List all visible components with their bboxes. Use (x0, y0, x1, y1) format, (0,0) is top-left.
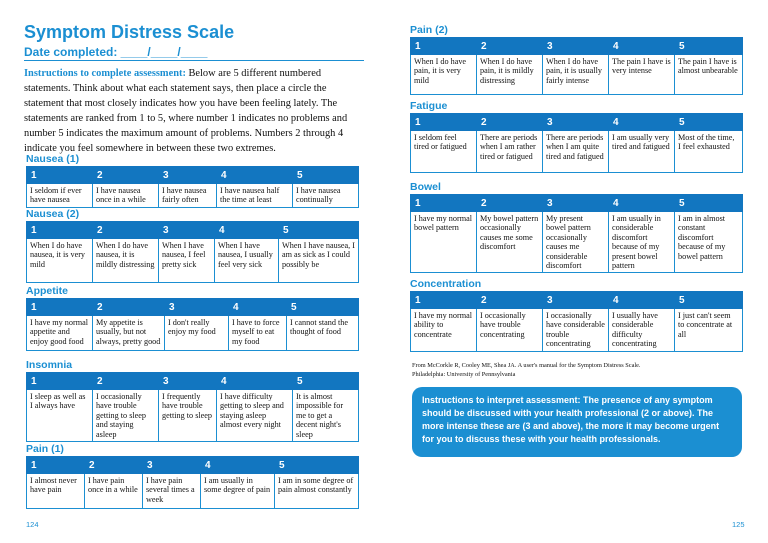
number-header-row (27, 167, 359, 184)
rating-number: 5 (275, 457, 359, 474)
statement-row (411, 131, 743, 173)
rating-number: 1 (411, 195, 477, 212)
statement-option[interactable]: Most of the time, I feel exhausted (675, 131, 743, 173)
page-number: 124 (26, 520, 39, 529)
statement-option[interactable]: When I do have nausea, it is very mild (27, 239, 93, 283)
statement-option[interactable]: I have to force myself to eat my food (229, 316, 287, 351)
rating-number: 5 (675, 292, 743, 309)
statement-option[interactable]: I almost never have pain (27, 474, 85, 509)
rating-table (26, 298, 359, 351)
statement-option[interactable]: There are periods when I am quite tired and fatigued (543, 131, 609, 173)
statement-option[interactable]: I am in some degree of pain almost constantly (275, 474, 359, 509)
rating-number: 4 (201, 457, 275, 474)
section-title: Pain (1) (26, 443, 64, 455)
rating-number: 2 (93, 167, 159, 184)
rating-number: 5 (287, 299, 359, 316)
statement-option[interactable]: I am usually very tired and fatigued (609, 131, 675, 173)
rating-number: 5 (675, 38, 743, 55)
section-title: Bowel (410, 181, 441, 193)
rating-number: 3 (543, 195, 609, 212)
rating-table (26, 166, 359, 208)
rating-number: 4 (609, 195, 675, 212)
section-insomnia (26, 359, 359, 442)
title-divider (24, 60, 364, 61)
statement-option[interactable]: I seldom if ever have nausea (27, 184, 93, 208)
citation-line: From McCorkle R, Cooley ME, Shea JA. A user's manual for the Symptom Distress Scale. (412, 362, 641, 369)
statement-option[interactable]: I don't really enjoy my food (165, 316, 229, 351)
rating-number: 4 (609, 38, 675, 55)
rating-number: 5 (675, 195, 743, 212)
statement-option[interactable]: I cannot stand the thought of food (287, 316, 359, 351)
statement-row (411, 212, 743, 273)
rating-number: 2 (477, 38, 543, 55)
statement-option[interactable]: The pain I have is very intense (609, 55, 675, 95)
statement-option[interactable]: The pain I have is almost unbearable (675, 55, 743, 95)
section-title: Pain (2) (410, 24, 448, 36)
statement-option[interactable]: When I do have pain, it is usually fairly intense (543, 55, 609, 95)
rating-number: 3 (143, 457, 201, 474)
rating-number: 3 (159, 167, 217, 184)
statement-option[interactable]: I usually have considerable difficulty concentrating (609, 309, 675, 352)
rating-number: 2 (93, 299, 165, 316)
rating-number: 4 (217, 373, 293, 390)
instructions-paragraph (24, 66, 364, 156)
statement-row (27, 390, 359, 442)
statement-option[interactable]: I occasionally have trouble concentrating (477, 309, 543, 352)
statement-row (27, 239, 359, 283)
citation-line: Philadelphia: University of Pennsylvania (412, 371, 516, 378)
section-pain-1 (26, 443, 359, 509)
statement-option[interactable]: I have pain several times a week (143, 474, 201, 509)
number-header-row (411, 114, 743, 131)
rating-number: 2 (477, 195, 543, 212)
rating-number: 4 (609, 292, 675, 309)
section-nausea-2 (26, 208, 359, 283)
rating-number: 2 (93, 373, 159, 390)
rating-number: 2 (93, 222, 159, 239)
rating-number: 4 (609, 114, 675, 131)
number-header-row (411, 38, 743, 55)
interpretation-box: Instructions to interpret assessment: The presence of any symptom should be discussed with your health professional (2 or above). The more intense these are (3 and above), the more it may become urgent for you to discuss these with your health professionals. (412, 387, 742, 457)
rating-number: 2 (477, 114, 543, 131)
page-number: 125 (732, 520, 745, 529)
statement-row (27, 316, 359, 351)
statement-option[interactable]: I am usually in considerable discomfort because of my present bowel pattern (609, 212, 675, 273)
section-appetite (26, 285, 359, 351)
statement-option[interactable]: I am in almost constant discomfort because of my bowel pattern (675, 212, 743, 273)
statement-row (27, 474, 359, 509)
rating-number: 1 (27, 167, 93, 184)
statement-option[interactable]: I occasionally have considerable trouble concentrating (543, 309, 609, 352)
statement-option[interactable]: My bowel pattern occasionally causes me some discomfort (477, 212, 543, 273)
statement-option[interactable]: I frequently have trouble getting to sleep (159, 390, 217, 442)
statement-option[interactable]: When I do have pain, it is mildly distressing (477, 55, 543, 95)
statement-option[interactable]: I have nausea half the time at least (217, 184, 293, 208)
statement-row (411, 309, 743, 352)
source-citation (412, 361, 742, 379)
number-header-row (411, 195, 743, 212)
rating-number: 1 (411, 38, 477, 55)
rating-number: 5 (293, 167, 359, 184)
page-title: Symptom Distress Scale (24, 22, 235, 42)
rating-number: 4 (217, 167, 293, 184)
rating-number: 1 (27, 299, 93, 316)
statement-option[interactable]: When I have nausea, I am as sick as I could possibly be (279, 239, 359, 283)
rating-number: 1 (411, 114, 477, 131)
rating-number: 1 (411, 292, 477, 309)
rating-table (410, 194, 743, 273)
statement-row (27, 184, 359, 208)
rating-number: 3 (159, 373, 217, 390)
statement-option[interactable]: When I have nausea, I feel pretty sick (159, 239, 215, 283)
statement-option[interactable]: I am usually in some degree of pain (201, 474, 275, 509)
section-nausea-1 (26, 153, 359, 208)
rating-number: 5 (293, 373, 359, 390)
statement-option[interactable]: When I do have pain, it is very mild (411, 55, 477, 95)
number-header-row (27, 373, 359, 390)
rating-number: 1 (27, 373, 93, 390)
statement-option[interactable]: My appetite is usually, but not always, pretty good (93, 316, 165, 351)
statement-row (411, 55, 743, 95)
statement-option[interactable]: There are periods when I am rather tired or fatigued (477, 131, 543, 173)
rating-number: 4 (229, 299, 287, 316)
rating-number: 2 (85, 457, 143, 474)
number-header-row (27, 299, 359, 316)
rating-table (26, 372, 359, 442)
section-fatigue (410, 100, 743, 173)
statement-option[interactable]: I just can't seem to concentrate at all (675, 309, 743, 352)
section-concentration (410, 278, 743, 352)
right-page (384, 0, 768, 543)
statement-option[interactable]: It is almost impossible for me to get a decent night's sleep (293, 390, 359, 442)
number-header-row (411, 292, 743, 309)
statement-option[interactable]: I have nausea once in a while (93, 184, 159, 208)
rating-number: 3 (543, 292, 609, 309)
rating-table (410, 37, 743, 95)
statement-option[interactable]: My present bowel pattern occasionally causes me considerable discomfort (543, 212, 609, 273)
statement-option[interactable]: I have nausea continually (293, 184, 359, 208)
rating-table (26, 456, 359, 509)
section-title: Fatigue (410, 100, 448, 112)
statement-option[interactable]: I have nausea fairly often (159, 184, 217, 208)
section-title: Concentration (410, 278, 482, 290)
statement-option[interactable]: I have my normal appetite and enjoy good food (27, 316, 93, 351)
statement-option[interactable]: I have pain once in a while (85, 474, 143, 509)
section-title: Insomnia (26, 359, 73, 371)
statement-option[interactable]: When I do have nausea, it is mildly distressing (93, 239, 159, 283)
statement-option[interactable]: When I have nausea, I usually feel very sick (215, 239, 279, 283)
rating-number: 3 (543, 114, 609, 131)
statement-option[interactable]: I have my normal bowel pattern (411, 212, 477, 273)
section-title: Nausea (2) (26, 208, 80, 220)
section-title: Appetite (26, 285, 68, 297)
section-pain-2 (410, 24, 743, 95)
statement-option[interactable]: I sleep as well as I always have (27, 390, 93, 442)
rating-number: 1 (27, 222, 93, 239)
statement-option[interactable]: I occasionally have trouble getting to sleep and staying asleep (93, 390, 159, 442)
number-header-row (27, 457, 359, 474)
rating-number: 3 (159, 222, 215, 239)
instructions-lead: Instructions to complete assessment: (24, 68, 186, 79)
statement-option[interactable]: I seldom feel tired or fatigued (411, 131, 477, 173)
statement-option[interactable]: I have my normal ability to concentrate (411, 309, 477, 352)
rating-number: 4 (215, 222, 279, 239)
rating-number: 2 (477, 292, 543, 309)
rating-table (26, 221, 359, 283)
date-completed-line: Date completed: ____/____/____ (24, 45, 208, 59)
rating-table (410, 113, 743, 173)
rating-number: 3 (165, 299, 229, 316)
instructions-body: Below are 5 different numbered statements. Think about what each statement says, then place a circle the statement that most closely indicates how you have been feeling lately. The statements are ranked from 1 to 5, where number 1 indicates no problems and number 5 indicates the maximum amount of problems. Numbers 2 through 4 indicate you feel somewhere in between these two extremes. (24, 68, 348, 154)
number-header-row (27, 222, 359, 239)
rating-number: 5 (675, 114, 743, 131)
rating-number: 1 (27, 457, 85, 474)
section-title: Nausea (1) (26, 153, 80, 165)
rating-table (410, 291, 743, 352)
rating-number: 5 (279, 222, 359, 239)
section-bowel (410, 181, 743, 273)
rating-number: 3 (543, 38, 609, 55)
statement-option[interactable]: I have difficulty getting to sleep and staying asleep almost every night (217, 390, 293, 442)
